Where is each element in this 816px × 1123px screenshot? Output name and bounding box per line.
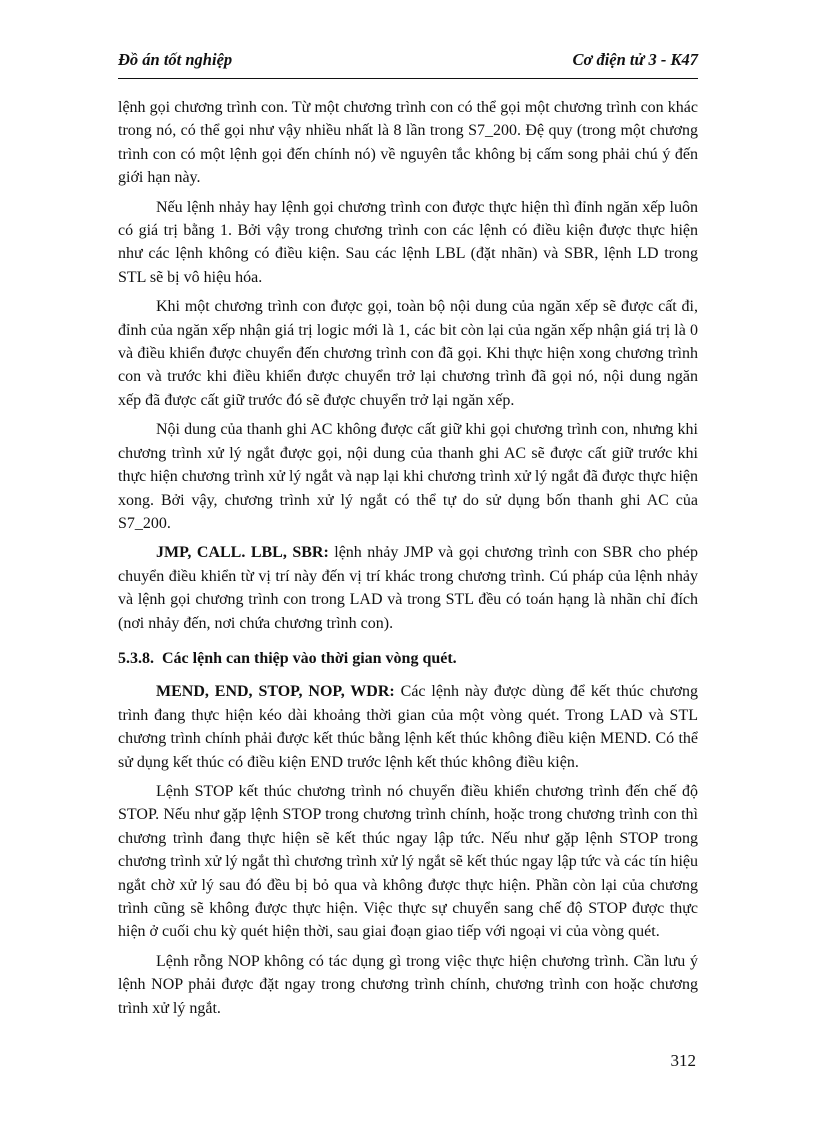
paragraph-5 — [118, 541, 698, 635]
paragraph-5-keywords: JMP, CALL. LBL, SBR: — [156, 544, 329, 562]
header-left-title: Đồ án tốt nghiệp — [118, 50, 233, 69]
section-title: Các lệnh can thiệp vào thời gian vòng quét. — [162, 649, 457, 667]
paragraph-6 — [118, 680, 698, 774]
paragraph-1: lệnh gọi chương trình con. Từ một chương trình con có thể gọi một chương trình con khác trong nó, có thể gọi như vậy nhiều nhất là 8 lần trong S7_200. Đệ quy (trong một chương trình con có một lệnh gọi đến chính nó) về nguyên tắc không bị cấm song phải chú ý đến giới hạn này. — [118, 99, 698, 187]
page-header — [118, 50, 698, 70]
document-body — [118, 96, 698, 1026]
page-number: 312 — [670, 1051, 696, 1070]
paragraph-6-text: Các lệnh này được dùng để kết thúc chương trình đang thực hiện kéo dài khoảng thời gian của một vòng quét. Trong LAD và STL chương trình chính phải được kết thúc bằng lệnh kết thúc không điều kiện MEND. Có thể sử dụng kết thúc có điều kiện END trước lệnh kết thúc không điều kiện. — [118, 683, 699, 771]
paragraph-7: Lệnh STOP kết thúc chương trình nó chuyển điều khiển chương trình đến chế độ STOP. Nếu như gặp lệnh STOP trong chương trình chính, hoặc trong chương trình con thì chương trình đang thực hiện sẽ kết thúc ngay lập tức. Nếu như gặp lệnh STOP trong chương trình xử lý ngắt thì chương trình xử lý ngắt sẽ kết thúc ngay lập tức và các tín hiệu ngắt chờ xử lý sau đó đều bị bỏ qua và không được thực hiện. Phần còn lại của chương trình cũng sẽ không được thực hiện. Việc thực sự chuyển sang chế độ STOP được thực hiện ở cuối chu kỳ quét hiện thời, sau giai đoạn giao tiếp với ngoại vi của vòng quét. — [118, 782, 698, 941]
header-right-title: Cơ điện tử 3 - K47 — [572, 50, 698, 69]
section-heading — [118, 647, 698, 670]
header-divider — [118, 78, 698, 79]
paragraph-3: Khi một chương trình con được gọi, toàn bộ nội dung của ngăn xếp sẽ được cất đi, đỉnh của ngăn xếp nhận giá trị logic mới là 1, các bit còn lại của ngăn xếp nhận giá trị là 0 và điều khiển được chuyển đến chương trình con đã gọi. Khi thực hiện xong chương trình con và trước khi điều khiển được chuyển trở lại chương trình đã gọi nó, nội dung ngăn xếp đã được cất giữ trước đó sẽ được chuyển trở lại ngăn xếp. — [118, 298, 698, 409]
paragraph-4: Nội dung của thanh ghi AC không được cất giữ khi gọi chương trình con, nhưng khi chương trình xử lý ngắt được gọi, nội dung của thanh ghi AC sẽ được cất giữ trước khi thực hiện chương trình xử lý ngắt và nạp lại khi chương trình xử lý ngắt đã được thực hiện xong. Bởi vậy, chương trình xử lý ngắt có thể tự do sử dụng bốn thanh ghi AC của S7_200. — [118, 421, 698, 532]
paragraph-5-text: lệnh nhảy JMP và gọi chương trình con SBR cho phép chuyển điều khiển từ vị trí này đến vị trí khác trong chương trình. Cú pháp của lệnh nhảy và lệnh gọi chương trình con trong LAD và trong STL đều có toán hạng là nhãn chỉ đích (nơi nhảy đến, nơi chứa chương trình con). — [118, 544, 699, 632]
paragraph-6-keywords: MEND, END, STOP, NOP, WDR: — [156, 683, 395, 701]
section-number: 5.3.8. — [118, 649, 154, 667]
paragraph-2: Nếu lệnh nhảy hay lệnh gọi chương trình con được thực hiện thì đỉnh ngăn xếp luôn có giá trị bằng 1. Bởi vậy trong chương trình con các lệnh có điều kiện được thực hiện như các lệnh không có điều kiện. Sau các lệnh LBL (đặt nhãn) và SBR, lệnh LD trong STL sẽ bị vô hiệu hóa. — [118, 198, 698, 286]
paragraph-8: Lệnh rỗng NOP không có tác dụng gì trong việc thực hiện chương trình. Cần lưu ý lệnh NOP phải được đặt ngay trong chương trình chính, chương trình con hoặc chương trình xử lý ngắt. — [118, 952, 698, 1017]
